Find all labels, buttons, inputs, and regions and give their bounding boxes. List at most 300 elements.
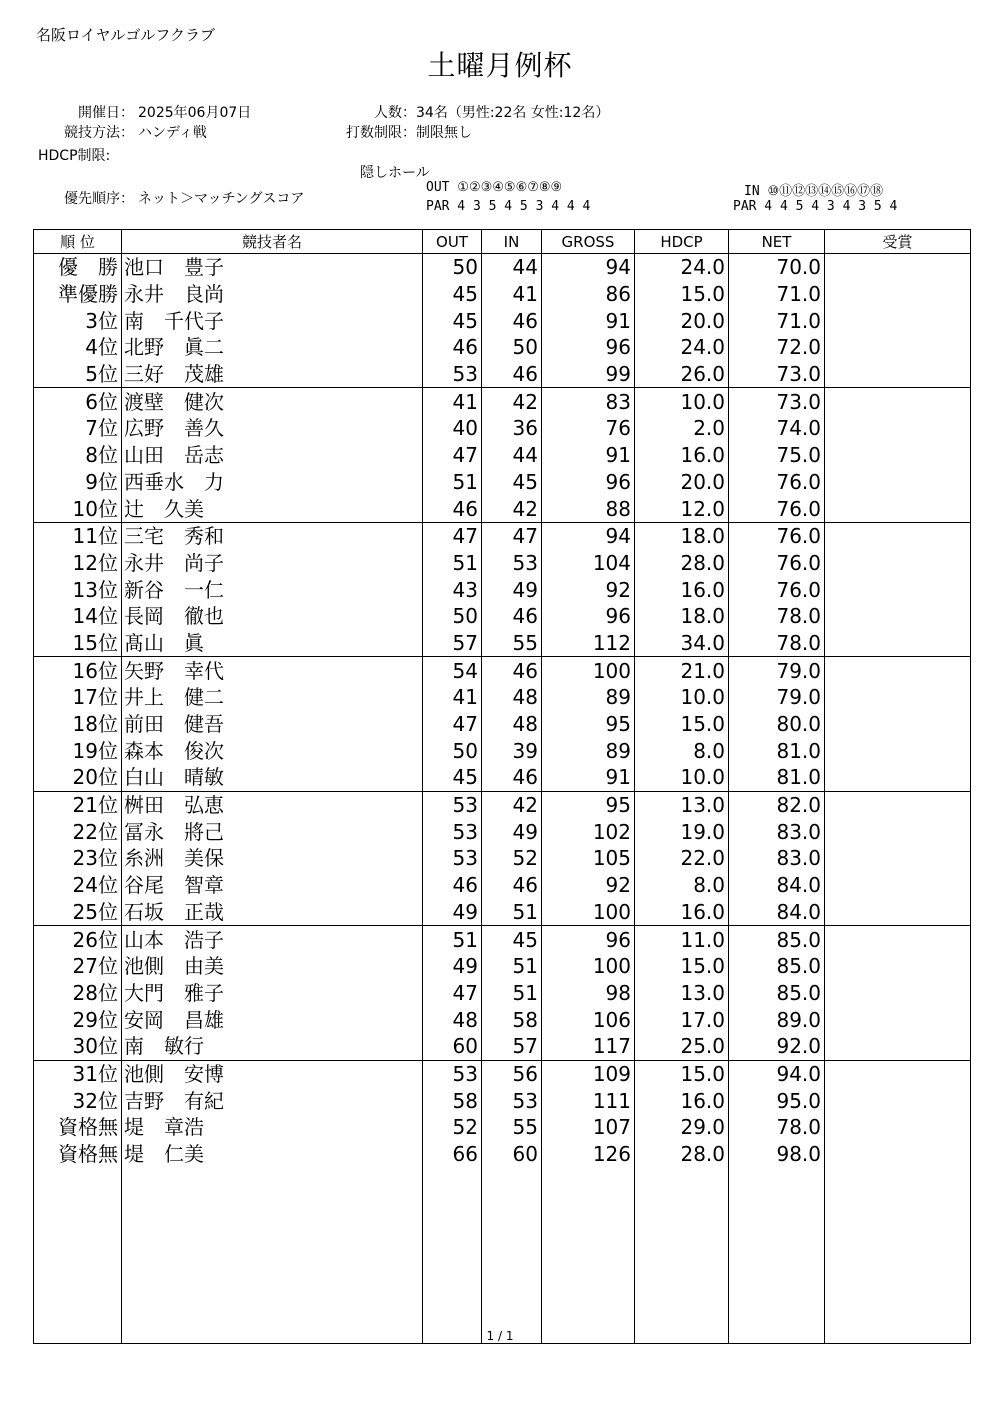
cell-rank: 24位 bbox=[34, 872, 122, 899]
cell-award bbox=[825, 737, 971, 764]
cell-award bbox=[825, 334, 971, 361]
cell-name: 大門 雅子 bbox=[122, 980, 423, 1007]
cell-gross: 91 bbox=[542, 442, 635, 469]
cell-gross: 89 bbox=[542, 684, 635, 711]
cell-in: 42 bbox=[482, 388, 542, 415]
cell-name: 南 千代子 bbox=[122, 307, 423, 334]
cell-rank: 26位 bbox=[34, 926, 122, 953]
cell-gross: 104 bbox=[542, 550, 635, 577]
cell-name: 三宅 秀和 bbox=[122, 522, 423, 549]
cell-rank: 優 勝 bbox=[34, 254, 122, 281]
people-value: 34名（男性:22名 女性:12名） bbox=[416, 105, 610, 121]
cell-out: 45 bbox=[423, 281, 482, 308]
cell-out: 66 bbox=[423, 1141, 482, 1168]
cell-net: 78.0 bbox=[729, 1114, 825, 1141]
cell-net: 73.0 bbox=[729, 388, 825, 415]
cell-hdcp: 24.0 bbox=[635, 334, 729, 361]
cell-name: 吉野 有紀 bbox=[122, 1087, 423, 1114]
cell-out: 49 bbox=[423, 899, 482, 926]
cell-out: 57 bbox=[423, 630, 482, 657]
cell-out: 60 bbox=[423, 1033, 482, 1060]
cell-gross: 102 bbox=[542, 818, 635, 845]
cell-rank: 28位 bbox=[34, 980, 122, 1007]
date-value: 2025年06月07日 bbox=[138, 105, 252, 121]
cell-name: 渡壁 健次 bbox=[122, 388, 423, 415]
cell-hdcp: 10.0 bbox=[635, 684, 729, 711]
cell-in: 52 bbox=[482, 845, 542, 872]
cell-name: 髙山 眞 bbox=[122, 630, 423, 657]
cell-net: 85.0 bbox=[729, 980, 825, 1007]
cell-in: 46 bbox=[482, 657, 542, 684]
cell-net: 74.0 bbox=[729, 415, 825, 442]
cell-in: 55 bbox=[482, 1114, 542, 1141]
cell-out: 47 bbox=[423, 522, 482, 549]
cell-rank: 14位 bbox=[34, 603, 122, 630]
cell-award bbox=[825, 791, 971, 818]
cell-out: 53 bbox=[423, 845, 482, 872]
cell-name: 永井 尚子 bbox=[122, 550, 423, 577]
table-row bbox=[34, 1141, 971, 1168]
cell-gross: 92 bbox=[542, 872, 635, 899]
hidden-holes-out: OUT ①②③④⑤⑥⑦⑧⑨ bbox=[426, 180, 563, 195]
cell-name: 糸洲 美保 bbox=[122, 845, 423, 872]
cell-net: 92.0 bbox=[729, 1033, 825, 1060]
cell-hdcp: 25.0 bbox=[635, 1033, 729, 1060]
cell-gross: 76 bbox=[542, 415, 635, 442]
cell-out: 53 bbox=[423, 1060, 482, 1087]
cell-name: 谷尾 智章 bbox=[122, 872, 423, 899]
cell-out: 43 bbox=[423, 576, 482, 603]
cell-name: 北野 眞二 bbox=[122, 334, 423, 361]
cell-rank: 20位 bbox=[34, 764, 122, 791]
filler-cell bbox=[482, 1167, 542, 1344]
cell-award bbox=[825, 361, 971, 388]
cell-hdcp: 28.0 bbox=[635, 1141, 729, 1168]
cell-award bbox=[825, 550, 971, 577]
cell-award bbox=[825, 872, 971, 899]
people-label: 人数： bbox=[374, 105, 416, 121]
cell-name: 山本 浩子 bbox=[122, 926, 423, 953]
cell-in: 46 bbox=[482, 361, 542, 388]
cell-net: 95.0 bbox=[729, 1087, 825, 1114]
cell-out: 47 bbox=[423, 442, 482, 469]
filler-cell bbox=[34, 1167, 122, 1344]
cell-out: 54 bbox=[423, 657, 482, 684]
cell-award bbox=[825, 953, 971, 980]
table-row bbox=[34, 737, 971, 764]
cell-rank: 17位 bbox=[34, 684, 122, 711]
table-row bbox=[34, 361, 971, 388]
cell-hdcp: 16.0 bbox=[635, 442, 729, 469]
results-table bbox=[33, 229, 971, 1344]
cell-out: 52 bbox=[423, 1114, 482, 1141]
hidden-holes-in: IN ⑩⑪⑫⑬⑭⑮⑯⑰⑱ bbox=[744, 184, 884, 199]
cell-gross: 99 bbox=[542, 361, 635, 388]
cell-out: 45 bbox=[423, 764, 482, 791]
cell-rank: 19位 bbox=[34, 737, 122, 764]
page-title: 土曜月例杯 bbox=[427, 49, 573, 82]
cell-net: 78.0 bbox=[729, 603, 825, 630]
cell-hdcp: 18.0 bbox=[635, 522, 729, 549]
cell-rank: 29位 bbox=[34, 1006, 122, 1033]
cell-rank: 10位 bbox=[34, 495, 122, 522]
cell-rank: 15位 bbox=[34, 630, 122, 657]
limit-label: 打数制限： bbox=[346, 125, 416, 141]
cell-gross: 92 bbox=[542, 576, 635, 603]
cell-in: 46 bbox=[482, 603, 542, 630]
cell-out: 46 bbox=[423, 495, 482, 522]
cell-gross: 96 bbox=[542, 334, 635, 361]
cell-award bbox=[825, 630, 971, 657]
cell-in: 45 bbox=[482, 469, 542, 496]
cell-gross: 95 bbox=[542, 711, 635, 738]
cell-out: 51 bbox=[423, 469, 482, 496]
cell-rank: 資格無 bbox=[34, 1141, 122, 1168]
cell-hdcp: 18.0 bbox=[635, 603, 729, 630]
cell-net: 79.0 bbox=[729, 684, 825, 711]
cell-rank: 18位 bbox=[34, 711, 122, 738]
cell-gross: 117 bbox=[542, 1033, 635, 1060]
table-row bbox=[34, 953, 971, 980]
cell-out: 41 bbox=[423, 684, 482, 711]
table-row bbox=[34, 1114, 971, 1141]
cell-hdcp: 2.0 bbox=[635, 415, 729, 442]
cell-hdcp: 8.0 bbox=[635, 737, 729, 764]
cell-hdcp: 10.0 bbox=[635, 764, 729, 791]
cell-in: 44 bbox=[482, 442, 542, 469]
table-row bbox=[34, 657, 971, 684]
priority-label: 優先順序： bbox=[64, 191, 134, 207]
cell-gross: 109 bbox=[542, 1060, 635, 1087]
cell-in: 42 bbox=[482, 791, 542, 818]
cell-net: 79.0 bbox=[729, 657, 825, 684]
cell-award bbox=[825, 764, 971, 791]
cell-rank: 32位 bbox=[34, 1087, 122, 1114]
cell-net: 83.0 bbox=[729, 818, 825, 845]
cell-out: 47 bbox=[423, 980, 482, 1007]
table-row bbox=[34, 818, 971, 845]
limit-value: 制限無し bbox=[416, 125, 472, 141]
cell-award bbox=[825, 1114, 971, 1141]
filler-cell bbox=[122, 1167, 423, 1344]
cell-hdcp: 21.0 bbox=[635, 657, 729, 684]
method-value: ハンディ戦 bbox=[138, 125, 207, 141]
table-filler-row bbox=[34, 1167, 971, 1344]
cell-net: 94.0 bbox=[729, 1060, 825, 1087]
table-row bbox=[34, 980, 971, 1007]
cell-rank: 22位 bbox=[34, 818, 122, 845]
cell-net: 71.0 bbox=[729, 281, 825, 308]
cell-name: 前田 健吾 bbox=[122, 711, 423, 738]
cell-in: 46 bbox=[482, 764, 542, 791]
hidden-holes-in-par: PAR 4 4 5 4 3 4 3 5 4 bbox=[733, 199, 898, 214]
cell-award bbox=[825, 818, 971, 845]
cell-hdcp: 13.0 bbox=[635, 980, 729, 1007]
cell-rank: 16位 bbox=[34, 657, 122, 684]
header-name: 競技者名 bbox=[122, 230, 423, 254]
header-gross: GROSS bbox=[542, 230, 635, 254]
table-row bbox=[34, 307, 971, 334]
table-row bbox=[34, 630, 971, 657]
cell-award bbox=[825, 845, 971, 872]
cell-name: 池側 安博 bbox=[122, 1060, 423, 1087]
filler-cell bbox=[542, 1167, 635, 1344]
cell-rank: 準優勝 bbox=[34, 281, 122, 308]
table-row bbox=[34, 1060, 971, 1087]
cell-award bbox=[825, 980, 971, 1007]
cell-hdcp: 20.0 bbox=[635, 469, 729, 496]
cell-award bbox=[825, 684, 971, 711]
header-out: OUT bbox=[423, 230, 482, 254]
cell-in: 39 bbox=[482, 737, 542, 764]
cell-gross: 98 bbox=[542, 980, 635, 1007]
cell-out: 50 bbox=[423, 737, 482, 764]
cell-name: 白山 晴敏 bbox=[122, 764, 423, 791]
cell-in: 56 bbox=[482, 1060, 542, 1087]
table-row bbox=[34, 872, 971, 899]
cell-name: 新谷 一仁 bbox=[122, 576, 423, 603]
cell-net: 98.0 bbox=[729, 1141, 825, 1168]
table-row bbox=[34, 469, 971, 496]
cell-gross: 100 bbox=[542, 657, 635, 684]
table-row bbox=[34, 442, 971, 469]
cell-rank: 3位 bbox=[34, 307, 122, 334]
cell-gross: 111 bbox=[542, 1087, 635, 1114]
cell-rank: 8位 bbox=[34, 442, 122, 469]
cell-out: 51 bbox=[423, 550, 482, 577]
filler-cell bbox=[729, 1167, 825, 1344]
cell-award bbox=[825, 495, 971, 522]
table-row bbox=[34, 1006, 971, 1033]
table-row bbox=[34, 550, 971, 577]
cell-gross: 96 bbox=[542, 926, 635, 953]
cell-rank: 21位 bbox=[34, 791, 122, 818]
cell-out: 53 bbox=[423, 361, 482, 388]
cell-out: 47 bbox=[423, 711, 482, 738]
cell-rank: 6位 bbox=[34, 388, 122, 415]
cell-gross: 83 bbox=[542, 388, 635, 415]
cell-hdcp: 20.0 bbox=[635, 307, 729, 334]
method-label: 競技方法： bbox=[64, 125, 134, 141]
cell-name: 永井 良尚 bbox=[122, 281, 423, 308]
cell-net: 73.0 bbox=[729, 361, 825, 388]
cell-award bbox=[825, 1033, 971, 1060]
cell-name: 長岡 徹也 bbox=[122, 603, 423, 630]
cell-gross: 91 bbox=[542, 307, 635, 334]
cell-in: 45 bbox=[482, 926, 542, 953]
cell-net: 80.0 bbox=[729, 711, 825, 738]
cell-in: 49 bbox=[482, 576, 542, 603]
cell-award bbox=[825, 281, 971, 308]
cell-net: 81.0 bbox=[729, 764, 825, 791]
header-net: NET bbox=[729, 230, 825, 254]
cell-gross: 94 bbox=[542, 522, 635, 549]
cell-rank: 31位 bbox=[34, 1060, 122, 1087]
cell-name: 桝田 弘恵 bbox=[122, 791, 423, 818]
hidden-holes-label: 隠しホール bbox=[360, 165, 430, 181]
page-number: 1 / 1 bbox=[486, 1329, 514, 1343]
table-row bbox=[34, 845, 971, 872]
cell-in: 46 bbox=[482, 307, 542, 334]
cell-name: 冨永 將己 bbox=[122, 818, 423, 845]
cell-gross: 126 bbox=[542, 1141, 635, 1168]
cell-award bbox=[825, 254, 971, 281]
cell-award bbox=[825, 603, 971, 630]
cell-award bbox=[825, 1087, 971, 1114]
cell-rank: 30位 bbox=[34, 1033, 122, 1060]
cell-net: 72.0 bbox=[729, 334, 825, 361]
cell-name: 堤 仁美 bbox=[122, 1141, 423, 1168]
cell-hdcp: 22.0 bbox=[635, 845, 729, 872]
cell-in: 47 bbox=[482, 522, 542, 549]
cell-rank: 13位 bbox=[34, 576, 122, 603]
cell-award bbox=[825, 657, 971, 684]
cell-net: 76.0 bbox=[729, 495, 825, 522]
cell-gross: 100 bbox=[542, 899, 635, 926]
cell-gross: 86 bbox=[542, 281, 635, 308]
cell-hdcp: 16.0 bbox=[635, 1087, 729, 1114]
cell-award bbox=[825, 388, 971, 415]
cell-gross: 112 bbox=[542, 630, 635, 657]
cell-out: 40 bbox=[423, 415, 482, 442]
cell-award bbox=[825, 442, 971, 469]
cell-net: 84.0 bbox=[729, 872, 825, 899]
cell-out: 50 bbox=[423, 603, 482, 630]
cell-net: 81.0 bbox=[729, 737, 825, 764]
cell-hdcp: 11.0 bbox=[635, 926, 729, 953]
cell-gross: 89 bbox=[542, 737, 635, 764]
cell-rank: 9位 bbox=[34, 469, 122, 496]
cell-name: 山田 岳志 bbox=[122, 442, 423, 469]
hidden-holes-out-par: PAR 4 3 5 4 5 3 4 4 4 bbox=[426, 199, 591, 214]
table-row bbox=[34, 764, 971, 791]
table-row bbox=[34, 415, 971, 442]
cell-out: 53 bbox=[423, 791, 482, 818]
cell-award bbox=[825, 307, 971, 334]
cell-in: 48 bbox=[482, 711, 542, 738]
cell-gross: 91 bbox=[542, 764, 635, 791]
cell-in: 46 bbox=[482, 872, 542, 899]
cell-out: 48 bbox=[423, 1006, 482, 1033]
cell-in: 51 bbox=[482, 953, 542, 980]
table-row bbox=[34, 603, 971, 630]
cell-out: 50 bbox=[423, 254, 482, 281]
cell-net: 76.0 bbox=[729, 469, 825, 496]
cell-hdcp: 16.0 bbox=[635, 899, 729, 926]
cell-award bbox=[825, 926, 971, 953]
cell-gross: 88 bbox=[542, 495, 635, 522]
cell-rank: 12位 bbox=[34, 550, 122, 577]
cell-hdcp: 15.0 bbox=[635, 953, 729, 980]
cell-hdcp: 19.0 bbox=[635, 818, 729, 845]
table-row bbox=[34, 495, 971, 522]
table-row bbox=[34, 1087, 971, 1114]
header-rank: 順 位 bbox=[34, 230, 122, 254]
cell-hdcp: 24.0 bbox=[635, 254, 729, 281]
table-row bbox=[34, 254, 971, 281]
cell-in: 49 bbox=[482, 818, 542, 845]
cell-name: 矢野 幸代 bbox=[122, 657, 423, 684]
cell-award bbox=[825, 469, 971, 496]
cell-out: 49 bbox=[423, 953, 482, 980]
cell-in: 41 bbox=[482, 281, 542, 308]
cell-name: 池口 豊子 bbox=[122, 254, 423, 281]
cell-name: 堤 章浩 bbox=[122, 1114, 423, 1141]
cell-name: 井上 健二 bbox=[122, 684, 423, 711]
club-name: 名阪ロイヤルゴルフクラブ bbox=[36, 26, 215, 44]
cell-rank: 資格無 bbox=[34, 1114, 122, 1141]
cell-rank: 11位 bbox=[34, 522, 122, 549]
table-row bbox=[34, 926, 971, 953]
table-header-row bbox=[34, 230, 971, 254]
table-row bbox=[34, 576, 971, 603]
cell-rank: 7位 bbox=[34, 415, 122, 442]
cell-hdcp: 15.0 bbox=[635, 1060, 729, 1087]
cell-rank: 25位 bbox=[34, 899, 122, 926]
cell-rank: 27位 bbox=[34, 953, 122, 980]
cell-award bbox=[825, 415, 971, 442]
header-award: 受賞 bbox=[825, 230, 971, 254]
cell-in: 50 bbox=[482, 334, 542, 361]
cell-in: 58 bbox=[482, 1006, 542, 1033]
cell-in: 44 bbox=[482, 254, 542, 281]
cell-in: 60 bbox=[482, 1141, 542, 1168]
cell-net: 78.0 bbox=[729, 630, 825, 657]
cell-hdcp: 15.0 bbox=[635, 711, 729, 738]
cell-award bbox=[825, 899, 971, 926]
cell-hdcp: 10.0 bbox=[635, 388, 729, 415]
cell-name: 安岡 昌雄 bbox=[122, 1006, 423, 1033]
cell-out: 58 bbox=[423, 1087, 482, 1114]
cell-net: 83.0 bbox=[729, 845, 825, 872]
priority-value: ネット＞マッチングスコア bbox=[138, 191, 305, 207]
cell-gross: 95 bbox=[542, 791, 635, 818]
cell-gross: 94 bbox=[542, 254, 635, 281]
cell-hdcp: 28.0 bbox=[635, 550, 729, 577]
filler-cell bbox=[635, 1167, 729, 1344]
cell-net: 70.0 bbox=[729, 254, 825, 281]
cell-gross: 107 bbox=[542, 1114, 635, 1141]
cell-name: 広野 善久 bbox=[122, 415, 423, 442]
cell-name: 西垂水 力 bbox=[122, 469, 423, 496]
table-row bbox=[34, 791, 971, 818]
cell-name: 森本 俊次 bbox=[122, 737, 423, 764]
cell-out: 51 bbox=[423, 926, 482, 953]
cell-in: 36 bbox=[482, 415, 542, 442]
cell-hdcp: 26.0 bbox=[635, 361, 729, 388]
cell-rank: 5位 bbox=[34, 361, 122, 388]
cell-out: 46 bbox=[423, 334, 482, 361]
cell-name: 石坂 正哉 bbox=[122, 899, 423, 926]
cell-net: 89.0 bbox=[729, 1006, 825, 1033]
cell-hdcp: 34.0 bbox=[635, 630, 729, 657]
cell-in: 48 bbox=[482, 684, 542, 711]
table-row bbox=[34, 334, 971, 361]
date-label: 開催日： bbox=[78, 105, 134, 121]
cell-name: 池側 由美 bbox=[122, 953, 423, 980]
cell-in: 53 bbox=[482, 550, 542, 577]
cell-net: 76.0 bbox=[729, 576, 825, 603]
cell-out: 53 bbox=[423, 818, 482, 845]
cell-out: 45 bbox=[423, 307, 482, 334]
cell-net: 84.0 bbox=[729, 899, 825, 926]
cell-award bbox=[825, 1006, 971, 1033]
cell-award bbox=[825, 576, 971, 603]
cell-out: 46 bbox=[423, 872, 482, 899]
table-row bbox=[34, 1033, 971, 1060]
cell-gross: 96 bbox=[542, 603, 635, 630]
cell-out: 41 bbox=[423, 388, 482, 415]
